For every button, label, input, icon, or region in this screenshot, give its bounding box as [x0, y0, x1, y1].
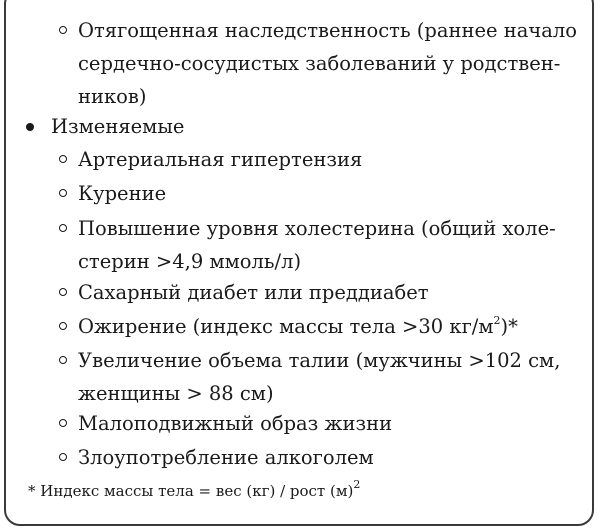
list-item-label: Артериальная гипертензия — [78, 148, 363, 171]
obesity-end: )* — [500, 315, 518, 338]
list-item-waist — [78, 344, 560, 410]
list-item-diabetes — [78, 276, 429, 309]
list-item-label: Изменяемые — [51, 115, 185, 138]
list-item-label — [78, 310, 518, 343]
hollow-bullet-icon — [59, 419, 67, 427]
footnote — [28, 478, 361, 500]
filled-bullet-icon — [26, 123, 34, 131]
obesity-superscript: 2 — [493, 313, 501, 327]
hollow-bullet-icon — [59, 288, 67, 296]
obesity-text: Ожирение (индекс массы тела >30 кг/м — [78, 315, 494, 338]
list-item-heredity — [78, 14, 577, 113]
list-item-line: ников) — [78, 85, 147, 108]
list-item-smoking — [78, 177, 166, 210]
list-item-line: женщины > 88 см) — [78, 382, 274, 405]
list-item-label: Сахарный диабет или преддиабет — [78, 281, 429, 304]
list-item-label: Злоупотребление алкоголем — [78, 446, 374, 469]
hollow-bullet-icon — [59, 356, 67, 364]
footnote-superscript: 2 — [353, 478, 361, 491]
list-item-sedentary — [78, 407, 392, 440]
footnote-text: * Индекс массы тела = вес (кг) / рост (м) — [28, 482, 354, 500]
hollow-bullet-icon — [59, 189, 67, 197]
list-item-modifiable — [51, 110, 184, 143]
list-item-hypertension — [78, 143, 362, 176]
list-item-line: сердечно-сосудистых заболеваний у родствен- — [78, 52, 561, 75]
list-item-line: Увеличение объема талии (мужчины >102 см, — [78, 349, 561, 372]
hollow-bullet-icon — [59, 453, 67, 461]
hollow-bullet-icon — [59, 26, 67, 34]
hollow-bullet-icon — [59, 322, 67, 330]
list-item-alcohol — [78, 441, 374, 474]
hollow-bullet-icon — [59, 155, 67, 163]
hollow-bullet-icon — [59, 224, 67, 232]
list-item-label: Курение — [78, 182, 167, 205]
list-item-obesity — [78, 310, 518, 343]
list-item-cholesterol — [78, 212, 556, 278]
list-item-line: стерин >4,9 ммоль/л) — [78, 250, 302, 273]
list-item-line: Отягощенная наследственность (раннее начало — [78, 19, 578, 42]
list-item-label: Малоподвижный образ жизни — [78, 412, 393, 435]
list-item-line: Повышение уровня холестерина (общий холе- — [78, 217, 556, 240]
